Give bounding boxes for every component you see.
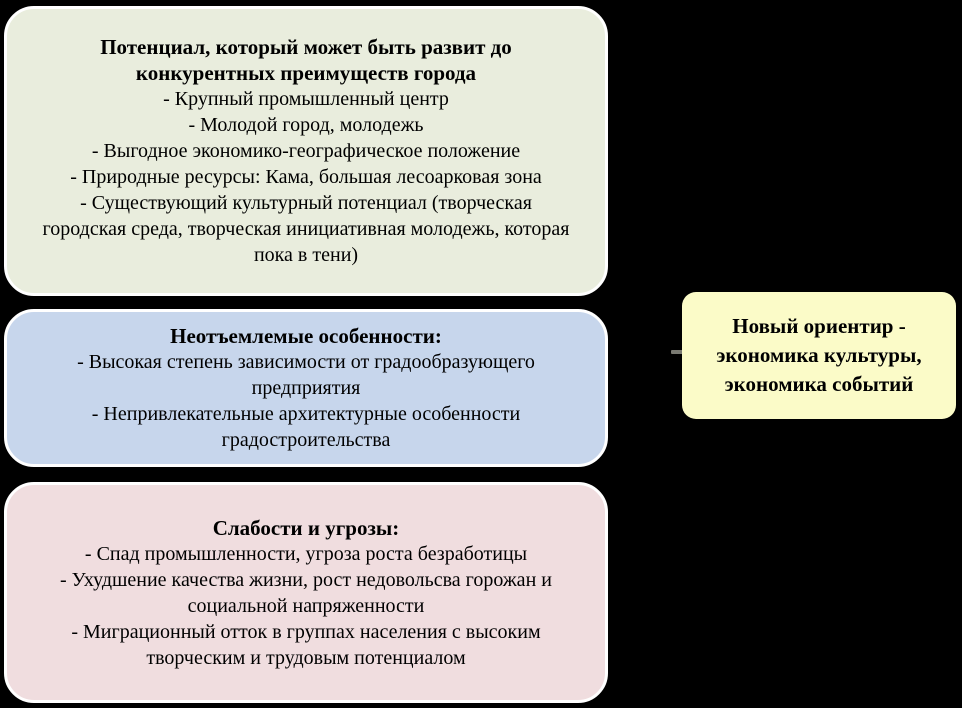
potential-item-young-city: - Молодой город, молодежь	[188, 114, 424, 136]
features-item-dependency: - Высокая степень зависимости от градообразующего предприятия	[77, 351, 535, 399]
weaknesses-item-quality-of-life: - Ухудшение качества жизни, рост недовольсва горожан и социальной напряженности	[60, 568, 552, 617]
potential-box-title: Потенциал, который может быть развит до конкурентных преимуществ города	[100, 35, 512, 85]
weaknesses-box	[4, 482, 608, 703]
weaknesses-box-title: Слабости и угрозы:	[212, 515, 400, 540]
target-box-text: Новый ориентир - экономика культуры, экономика событий	[716, 314, 922, 396]
potential-item-industrial-center: - Крупный промышленный центр	[163, 88, 449, 110]
potential-item-natural-resources: - Природные ресурсы: Кама, большая лесоарковая зона	[70, 166, 542, 188]
potential-item-geographic-position: - Выгодное экономико-географическое положение	[91, 140, 521, 162]
features-item-architecture: - Непривлекательные архитектурные особенности градостроительства	[91, 403, 521, 451]
features-box-title: Неотъемлемые особенности:	[170, 324, 442, 348]
potential-item-cultural-potential: - Существующий культурный потенциал (творческая городская среда, творческая инициативная молодежь, которая пока в тени)	[42, 192, 570, 266]
weaknesses-item-migration: - Миграционный отток в группах населения с высоким творческим и трудовым потенциалом	[71, 620, 541, 669]
target-box	[682, 292, 956, 419]
weaknesses-item-industry-decline: - Спад промышленности, угроза роста безработицы	[84, 542, 528, 565]
features-box	[4, 309, 608, 467]
potential-box	[4, 6, 608, 296]
